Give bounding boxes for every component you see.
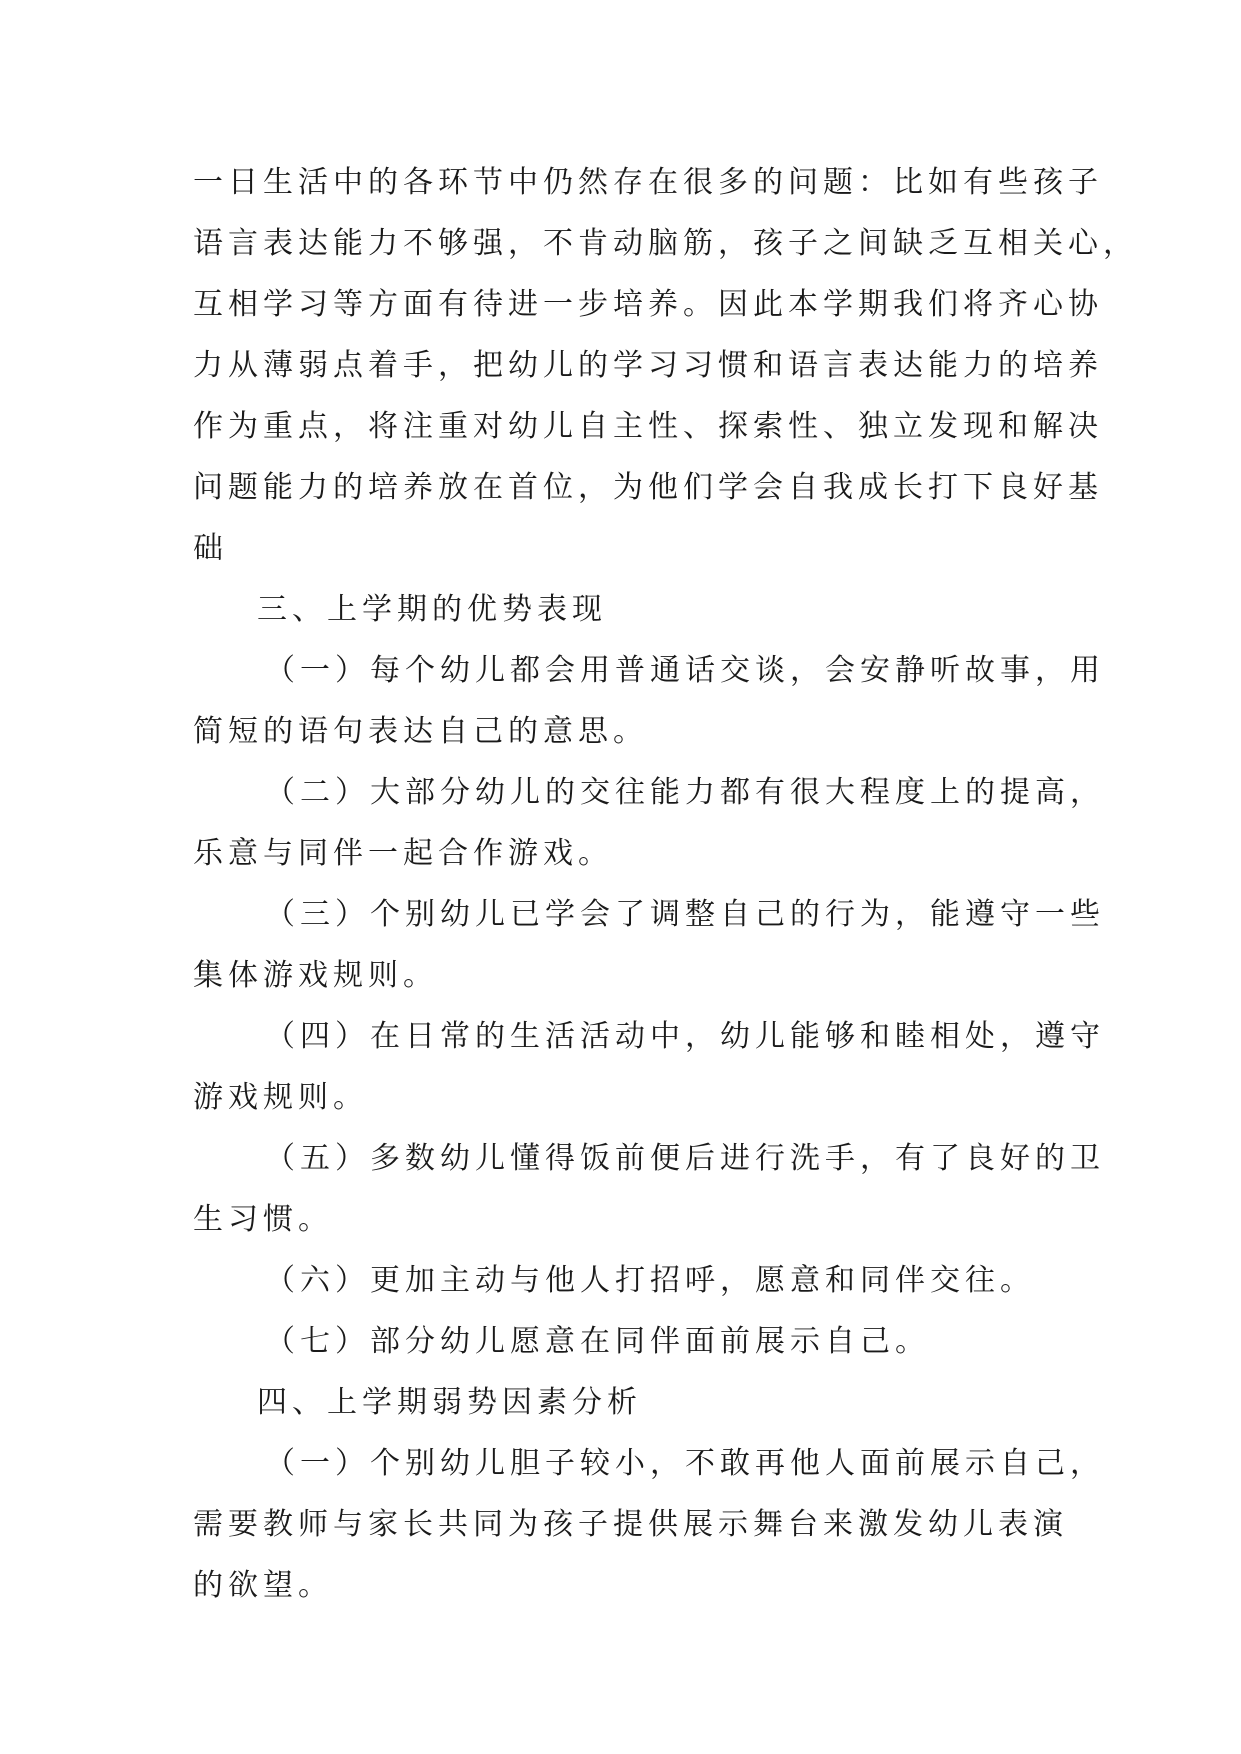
paragraph-line: 简短的语句表达自己的意思。 — [193, 714, 648, 749]
section-heading: 四、上学期弱势因素分析 — [257, 1385, 642, 1420]
list-item-line: （一）个别幼儿胆子较小，不敢再他人面前展示自己， — [265, 1446, 1105, 1481]
list-item-line: （六）更加主动与他人打招呼，愿意和同伴交往。 — [265, 1263, 1035, 1298]
paragraph-line: 集体游戏规则。 — [193, 958, 438, 993]
paragraph-line: 的欲望。 — [193, 1568, 333, 1603]
paragraph-line: 生习惯。 — [193, 1202, 333, 1237]
paragraph-line: 语言表达能力不够强，不肯动脑筋，孩子之间缺乏互相关心， — [193, 226, 1138, 261]
paragraph-line: 力从薄弱点着手，把幼儿的学习习惯和语言表达能力的培养 — [193, 348, 1103, 383]
list-item-line: （四）在日常的生活活动中，幼儿能够和睦相处，遵守 — [265, 1019, 1105, 1054]
list-item-line: （五）多数幼儿懂得饭前便后进行洗手，有了良好的卫 — [265, 1141, 1105, 1176]
list-item-line: （三）个别幼儿已学会了调整自己的行为，能遵守一些 — [265, 897, 1105, 932]
list-item-line: （一）每个幼儿都会用普通话交谈，会安静听故事，用 — [265, 653, 1105, 688]
list-item-line: （七）部分幼儿愿意在同伴面前展示自己。 — [265, 1324, 930, 1359]
paragraph-line: 乐意与同伴一起合作游戏。 — [193, 836, 613, 871]
document-body — [193, 152, 1138, 1616]
list-item-line: （二）大部分幼儿的交往能力都有很大程度上的提高， — [265, 775, 1105, 810]
paragraph-line: 础 — [193, 531, 228, 566]
paragraph-line: 作为重点，将注重对幼儿自主性、探索性、独立发现和解决 — [193, 409, 1103, 444]
section-heading: 三、上学期的优势表现 — [257, 592, 607, 627]
paragraph-line: 问题能力的培养放在首位，为他们学会自我成长打下良好基 — [193, 470, 1103, 505]
paragraph-line: 需要教师与家长共同为孩子提供展示舞台来激发幼儿表演 — [193, 1507, 1068, 1542]
paragraph-line: 一日生活中的各环节中仍然存在很多的问题：比如有些孩子 — [193, 165, 1103, 200]
paragraph-line: 互相学习等方面有待进一步培养。因此本学期我们将齐心协 — [193, 287, 1103, 322]
paragraph-line: 游戏规则。 — [193, 1080, 368, 1115]
